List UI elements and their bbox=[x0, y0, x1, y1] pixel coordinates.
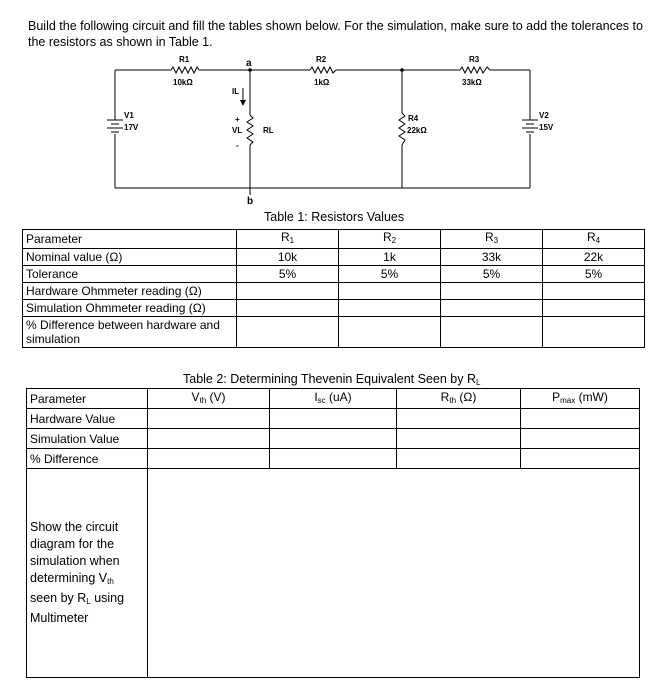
table-cell: 22k bbox=[543, 249, 645, 266]
v1-label: V1 bbox=[124, 111, 134, 120]
instructions-text: Build the following circuit and fill the tables shown below. For the simulation, make sure to add the tolerances to the resistors as shown in Table 1. bbox=[28, 19, 643, 49]
table-cell-empty bbox=[148, 449, 270, 469]
v1-value: 17V bbox=[124, 123, 139, 132]
table-cell-empty bbox=[397, 429, 521, 449]
il-label: IL bbox=[232, 87, 240, 96]
table-row bbox=[23, 230, 645, 249]
table-row bbox=[23, 300, 645, 317]
r3-label: R3 bbox=[469, 55, 480, 64]
diagram-instruction-cell: Show the circuit diagram for the simulation when determining $V_{th}$ seen by $R_L$ using Multimeter bbox=[27, 469, 148, 678]
table-header-cell: Parameter bbox=[27, 389, 148, 409]
table-row-label: Tolerance bbox=[23, 266, 237, 283]
v2-label: V2 bbox=[539, 111, 549, 120]
table-row bbox=[27, 449, 640, 469]
table-cell-empty bbox=[148, 429, 270, 449]
table-header-cell: $R_3$ bbox=[441, 230, 543, 249]
table-row-label: Hardware Value bbox=[27, 409, 148, 429]
table-cell-empty bbox=[237, 300, 339, 317]
table-cell-empty bbox=[270, 429, 397, 449]
table-row-label: Simulation Ohmmeter reading (Ω) bbox=[23, 300, 237, 317]
vl-minus: - bbox=[236, 141, 239, 150]
diagram-answer-area bbox=[148, 469, 640, 678]
table-row-label: Nominal value (Ω) bbox=[23, 249, 237, 266]
table-cell-empty bbox=[521, 409, 640, 429]
table-cell-empty bbox=[543, 317, 645, 348]
table-cell-empty bbox=[521, 449, 640, 469]
table-row-label: % Difference bbox=[27, 449, 148, 469]
table-header-cell: Parameter bbox=[23, 230, 237, 249]
table-cell-empty bbox=[543, 300, 645, 317]
table-header-cell: $R_2$ bbox=[339, 230, 441, 249]
table-cell-empty bbox=[441, 317, 543, 348]
table-cell: 10k bbox=[237, 249, 339, 266]
table-cell-empty bbox=[339, 317, 441, 348]
table-header-cell: $I_{sc}$ (uA) bbox=[270, 389, 397, 409]
table-header-cell: $V_{th}$ (V) bbox=[148, 389, 270, 409]
table-row bbox=[23, 317, 645, 348]
resistors-table bbox=[22, 229, 645, 348]
table-cell-empty bbox=[441, 283, 543, 300]
node-b-label: b bbox=[247, 196, 254, 207]
table-header-cell: $R_1$ bbox=[237, 230, 339, 249]
v2-value: 15V bbox=[539, 123, 554, 132]
table-cell: 5% bbox=[339, 266, 441, 283]
table-cell: 5% bbox=[543, 266, 645, 283]
circuit-diagram bbox=[0, 0, 664, 210]
table-cell-empty bbox=[339, 283, 441, 300]
table-row bbox=[23, 249, 645, 266]
table-cell: 33k bbox=[441, 249, 543, 266]
table-row bbox=[27, 409, 640, 429]
table-header-cell: $P_{max}$ (mW) bbox=[521, 389, 640, 409]
table-cell: 5% bbox=[441, 266, 543, 283]
table-cell-empty bbox=[270, 449, 397, 469]
table-row bbox=[23, 266, 645, 283]
r3-value: 33kΩ bbox=[462, 78, 482, 87]
table-cell-empty bbox=[339, 300, 441, 317]
table-row bbox=[27, 429, 640, 449]
r4-label: R4 bbox=[408, 114, 419, 123]
table-cell-empty bbox=[237, 317, 339, 348]
table-cell-empty bbox=[521, 429, 640, 449]
table-row bbox=[27, 389, 640, 409]
rl-label: RL bbox=[263, 126, 274, 135]
table-header-cell: $R_4$ bbox=[543, 230, 645, 249]
table-row-label: Simulation Value bbox=[27, 429, 148, 449]
table-row bbox=[23, 283, 645, 300]
table1-caption: Table 1: Resistors Values bbox=[264, 210, 405, 224]
table-cell-empty bbox=[237, 283, 339, 300]
table-row-label: % Difference between hardware and simulation bbox=[23, 317, 237, 348]
r1-label: R1 bbox=[179, 55, 190, 64]
vl-label: VL bbox=[232, 126, 243, 135]
table-cell: 5% bbox=[237, 266, 339, 283]
r2-value: 1kΩ bbox=[314, 78, 330, 87]
table-cell-empty bbox=[397, 449, 521, 469]
table2-caption: Table 2: Determining Thevenin Equivalent Seen by $R_L$ bbox=[183, 372, 481, 387]
r4-value: 22kΩ bbox=[407, 126, 427, 135]
table-row-label: Hardware Ohmmeter reading (Ω) bbox=[23, 283, 237, 300]
table-cell-empty bbox=[543, 283, 645, 300]
vl-plus: + bbox=[235, 115, 240, 124]
r1-value: 10kΩ bbox=[173, 78, 193, 87]
table-cell-empty bbox=[270, 409, 397, 429]
node-a-label: a bbox=[246, 58, 252, 69]
table-cell-empty bbox=[441, 300, 543, 317]
thevenin-table bbox=[26, 388, 640, 678]
r2-label: R2 bbox=[316, 55, 327, 64]
table-cell-empty bbox=[397, 409, 521, 429]
table-cell-empty bbox=[148, 409, 270, 429]
table-cell: 1k bbox=[339, 249, 441, 266]
table-header-cell: $R_{th}$ (Ω) bbox=[397, 389, 521, 409]
table-row bbox=[27, 469, 640, 678]
